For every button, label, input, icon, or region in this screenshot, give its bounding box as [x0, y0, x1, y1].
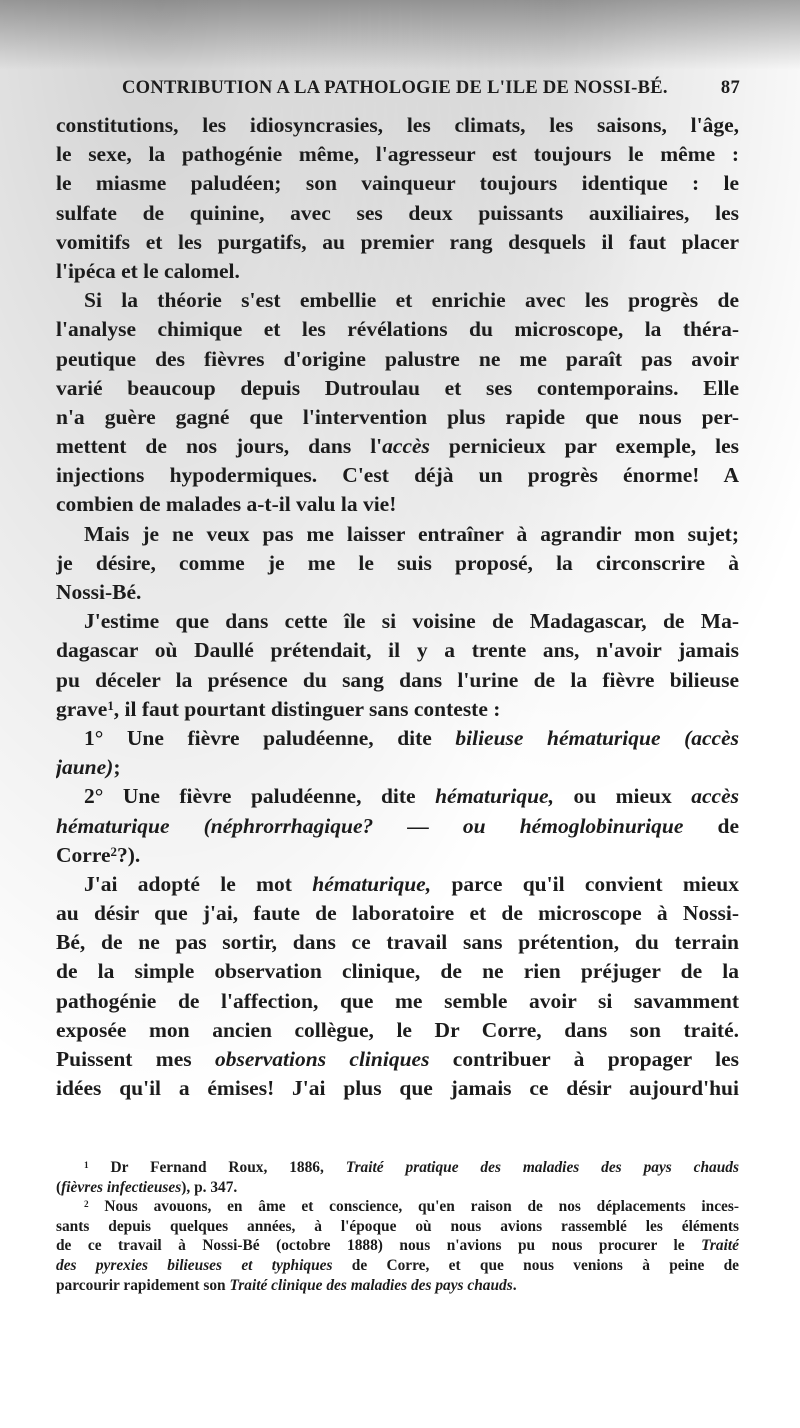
footnotes — [56, 1158, 739, 1295]
text-line: dagascar où Daullé prétendait, il y a trente ans, n'avoir jamais — [56, 638, 739, 663]
text-line: n'a guère gagné que l'intervention plus rapide que nous per- — [56, 404, 739, 429]
text-line: je désire, comme je me le suis proposé, la circonscrire à — [56, 550, 739, 575]
body-text — [56, 111, 739, 1103]
text-line: le sexe, la pathogénie même, l'agresseur est toujours le même : — [56, 142, 739, 167]
text-line: mettent de nos jours, dans l'accès pernicieux par exemple, les — [56, 434, 739, 459]
footnote-line: $^1$ Dr Fernand Roux, 1886, Traité pratique des maladies des pays chauds — [84, 1159, 739, 1176]
scan-shadow — [0, 0, 800, 70]
text-line: vomitifs et les purgatifs, au premier rang desquels il faut placer — [56, 229, 739, 254]
text-line: le miasme paludéen; son vainqueur toujours identique : le — [56, 171, 739, 196]
footnote-line: (fièvres infectieuses), p. 347. — [56, 1178, 238, 1196]
footnote-line: sants depuis quelques années, à l'époque où nous avions rassemblé les éléments — [56, 1217, 739, 1235]
text-line: Puissent mes observations cliniques contribuer à propager les — [56, 1047, 739, 1071]
text-line: 2° Une fièvre paludéenne, dite hématurique, ou mieux accès — [84, 784, 739, 809]
text-line: sulfate de quinine, avec ses deux puissants auxiliaires, les — [56, 200, 739, 225]
text-line: jaune); — [56, 755, 121, 780]
footnote-line: de ce travail à Nossi-Bé (octobre 1888) nous n'avions pu nous procurer le Traité — [56, 1237, 739, 1255]
text-line: injections hypodermiques. C'est déjà un progrès énorme! A — [56, 463, 739, 488]
text-line: grave$^1$, il faut pourtant distinguer sans conteste : — [56, 696, 501, 721]
text-line: au désir que j'ai, faute de laboratoire et de microscope à Nossi- — [56, 901, 739, 926]
running-head — [122, 78, 740, 106]
text-line: Bé, de ne pas sortir, dans ce travail sans prétention, du terrain — [56, 930, 739, 955]
text-line: peutique des fièvres d'origine palustre ne me paraît pas avoir — [56, 346, 739, 371]
text-line: J'ai adopté le mot hématurique, parce qu'il convient mieux — [84, 871, 739, 896]
text-line: pu déceler la présence du sang dans l'urine de la fièvre bilieuse — [56, 667, 739, 692]
text-line: hématurique (néphrorrhagique? — ou hémoglobinurique de — [56, 813, 739, 838]
text-line: de la simple observation clinique, de ne rien préjuger de la — [56, 959, 739, 984]
text-line: varié beaucoup depuis Dutroulau et ses contemporains. Elle — [56, 375, 739, 400]
text-line: l'ipéca et le calomel. — [56, 258, 240, 283]
text-line: idées qu'il a émises! J'ai plus que jamais ce désir aujourd'hui — [56, 1076, 739, 1101]
text-line: Mais je ne veux pas me laisser entraîner à agrandir mon sujet; — [84, 521, 739, 546]
text-line: pathogénie de l'affection, que me semble avoir si savamment — [56, 988, 739, 1013]
footnote-line: des pyrexies bilieuses et typhiques de Corre, et que nous venions à peine de — [56, 1256, 739, 1274]
text-line: Corre$^2$?). — [56, 842, 141, 867]
page-number: 87 — [720, 78, 740, 98]
text-line: constitutions, les idiosyncrasies, les climats, les saisons, l'âge, — [56, 113, 739, 137]
text-line: Si la théorie s'est embellie et enrichie avec les progrès de — [84, 288, 739, 313]
text-line: J'estime que dans cette île si voisine de Madagascar, de Ma- — [84, 609, 739, 634]
running-head-title: CONTRIBUTION A LA PATHOLOGIE DE L'ILE DE NOSSI-BÉ. — [122, 78, 668, 98]
footnote-line: $^2$ Nous avouons, en âme et conscience, qu'en raison de nos déplacements inces- — [84, 1198, 739, 1216]
text-line: exposée mon ancien collègue, le Dr Corre, dans son traité. — [56, 1017, 739, 1042]
text-line: l'analyse chimique et les révélations du microscope, la théra- — [56, 317, 739, 342]
footnote-line: parcourir rapidement son Traité clinique des maladies des pays chauds. — [56, 1276, 517, 1294]
text-line: Nossi-Bé. — [56, 580, 142, 604]
text-line: combien de malades a-t-il valu la vie! — [56, 492, 397, 517]
text-line: 1° Une fièvre paludéenne, dite bilieuse hématurique (accès — [84, 725, 739, 750]
